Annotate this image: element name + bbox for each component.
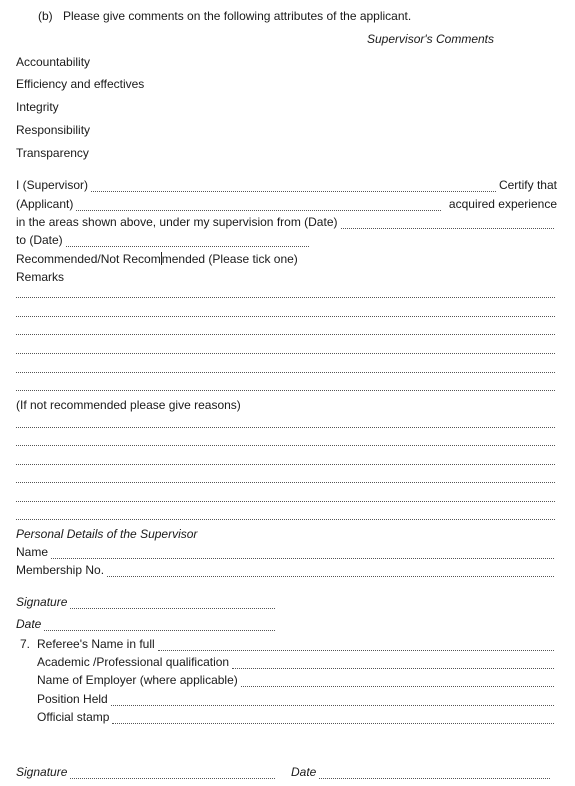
- name-label: Name: [16, 545, 49, 559]
- referee-number: 7.: [20, 637, 31, 651]
- reasons-line[interactable]: [16, 444, 555, 446]
- reasons-line[interactable]: [16, 518, 555, 520]
- date-label: Date: [16, 617, 42, 631]
- remarks-line[interactable]: [16, 315, 555, 317]
- stamp-row: [37, 710, 557, 724]
- referee-name-input[interactable]: [158, 640, 554, 651]
- attribute-responsibility: Responsibility: [16, 123, 91, 137]
- stamp-label: Official stamp: [37, 710, 110, 724]
- to-date-row: [16, 233, 312, 247]
- qualification-row: [37, 655, 557, 669]
- membership-row: [16, 563, 557, 577]
- recommend-text-part1: Recommended/Not Recom: [16, 252, 161, 266]
- footer-date-input[interactable]: [319, 768, 550, 779]
- stamp-input[interactable]: [112, 713, 554, 724]
- remarks-line[interactable]: [16, 333, 555, 335]
- supervisor-signature-input[interactable]: [70, 598, 275, 609]
- supervisor-date-row: [16, 617, 278, 631]
- remarks-line[interactable]: [16, 296, 555, 298]
- supervisor-name-field[interactable]: [91, 181, 496, 192]
- employer-input[interactable]: [241, 676, 554, 687]
- supervisor-label: I (Supervisor): [16, 178, 89, 192]
- membership-input[interactable]: [107, 566, 554, 577]
- reasons-line[interactable]: [16, 481, 555, 483]
- attribute-accountability: Accountability: [16, 55, 91, 69]
- recommend-line: [16, 252, 298, 266]
- certify-text: Certify that: [498, 178, 557, 192]
- qualification-input[interactable]: [232, 658, 554, 669]
- recommend-text-part2: mended (Please tick one): [161, 252, 298, 266]
- footer-signature-label: Signature: [16, 765, 68, 779]
- section-marker: (b): [38, 9, 53, 23]
- attribute-efficiency: Efficiency and effectives: [16, 77, 145, 91]
- supervisor-signature-row: [16, 595, 278, 609]
- footer-date-row: [291, 765, 553, 779]
- supervisor-name-input[interactable]: [51, 548, 554, 559]
- supervisor-name-row: [16, 545, 557, 559]
- attribute-integrity: Integrity: [16, 100, 59, 114]
- to-date-label: to (Date): [16, 233, 63, 247]
- remarks-line[interactable]: [16, 371, 555, 373]
- applicant-name-field[interactable]: [76, 200, 441, 211]
- areas-row: [16, 215, 557, 229]
- reasons-label: (If not recommended please give reasons): [16, 398, 241, 412]
- applicant-label: (Applicant): [16, 197, 74, 211]
- referee-name-label: Referee's Name in full: [37, 637, 155, 651]
- referee-name-row: [37, 637, 557, 651]
- position-label: Position Held: [37, 692, 108, 706]
- supervisor-date-input[interactable]: [44, 620, 275, 631]
- membership-label: Membership No.: [16, 563, 105, 577]
- employer-row: [37, 673, 557, 687]
- column-header: Supervisor's Comments: [367, 32, 494, 46]
- areas-text: in the areas shown above, under my supervision from (Date): [16, 215, 338, 229]
- remarks-line[interactable]: [16, 389, 555, 391]
- supervisor-certify-row: [16, 178, 557, 192]
- position-input[interactable]: [111, 695, 554, 706]
- footer-signature-input[interactable]: [70, 768, 275, 779]
- attribute-transparency: Transparency: [16, 146, 89, 160]
- remarks-label: Remarks: [16, 270, 65, 284]
- acquired-text: acquired experience: [448, 197, 557, 211]
- applicant-row: [16, 197, 557, 211]
- supervisor-details-heading: Personal Details of the Supervisor: [16, 527, 198, 541]
- reasons-line[interactable]: [16, 426, 555, 428]
- signature-label: Signature: [16, 595, 68, 609]
- reasons-line[interactable]: [16, 463, 555, 465]
- position-row: [37, 692, 557, 706]
- from-date-field[interactable]: [341, 218, 555, 229]
- section-instruction: Please give comments on the following attributes of the applicant.: [63, 9, 412, 23]
- footer-signature-row: [16, 765, 278, 779]
- footer-date-label: Date: [291, 765, 317, 779]
- to-date-field[interactable]: [66, 236, 309, 247]
- reasons-line[interactable]: [16, 500, 555, 502]
- remarks-line[interactable]: [16, 352, 555, 354]
- employer-label: Name of Employer (where applicable): [37, 673, 238, 687]
- qualification-label: Academic /Professional qualification: [37, 655, 230, 669]
